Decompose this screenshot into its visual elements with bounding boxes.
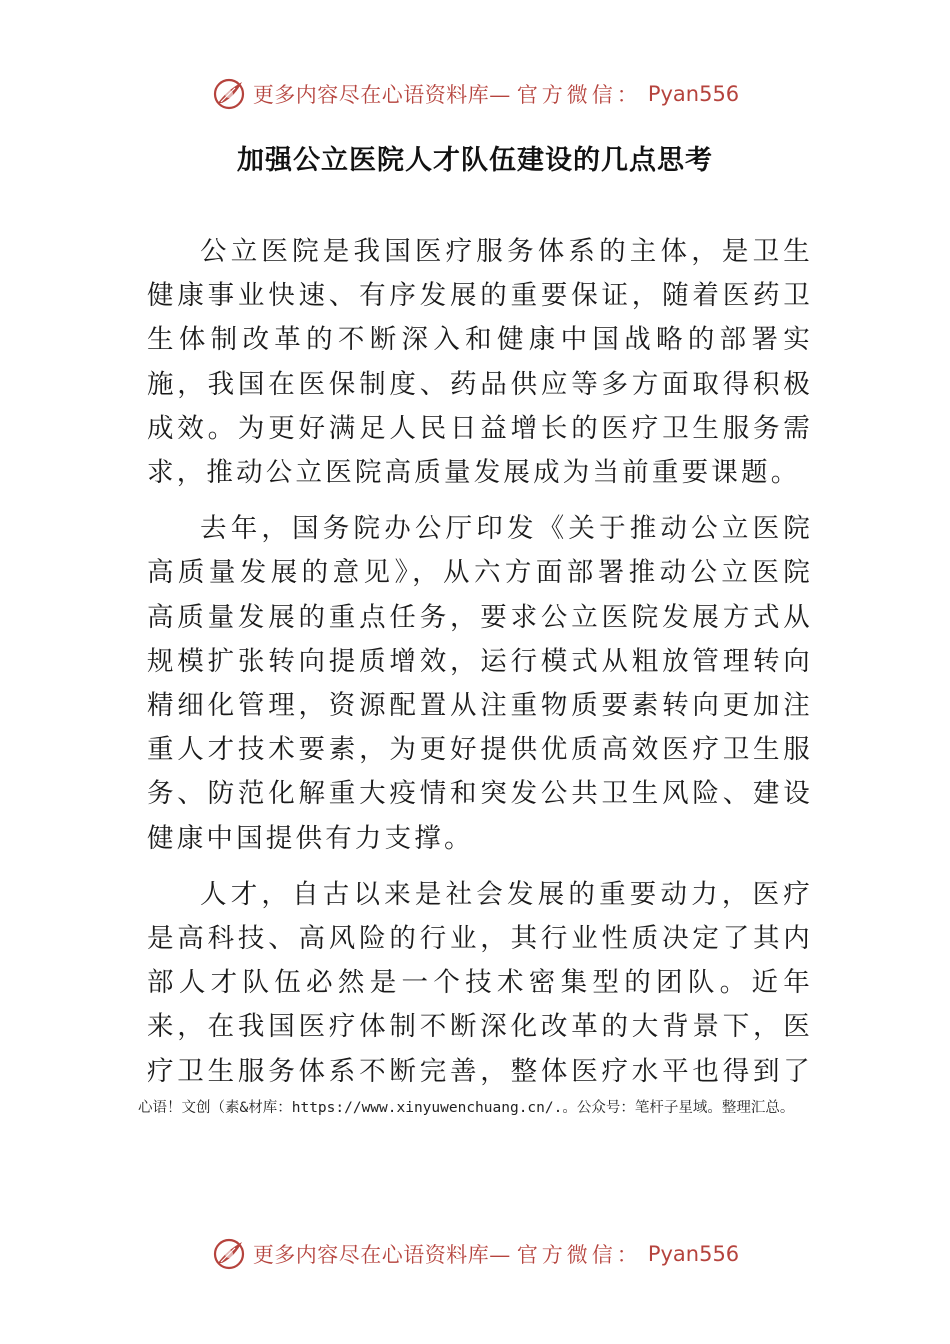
paragraph-3: 人才，自古以来是社会发展的重要动力，医疗是高科技、高风险的行业，其行业性质决定了其内部人才队伍必然是一个技术密集型的团队。近年来，在我国医疗体制不断深化改革的大背景下，医疗卫生服务体系不断完善，整体医疗水平也得到了 <box>147 878 813 1087</box>
header-banner-text: 更多内容尽在心语资料库— <box>252 83 511 107</box>
paragraph-1: 公立医院是我国医疗服务体系的主体，是卫生健康事业快速、有序发展的重要保证，随着医药卫生体制改革的不断深入和健康中国战略的部署实施，我国在医保制度、药品供应等多方面取得积极成效。为更好满足人民日益增长的医疗卫生服务需求，推动公立医院高质量发展成为当前重要课题。 <box>147 236 813 489</box>
header-banner <box>0 74 950 114</box>
footer-wechat-label: 官方微信： <box>516 1243 642 1267</box>
header-wechat-label: 官方微信： <box>516 83 642 107</box>
footer-banner <box>0 1234 950 1274</box>
quill-pen-logo-icon <box>211 76 247 112</box>
footnote: 心语！文创（素&材库：https://www.xinyuwenchuang.cn/.。公众号：笔杆子星域。整理汇总。 <box>138 1100 795 1116</box>
footer-wechat-id: Pyan556 <box>647 1242 740 1266</box>
footer-banner-text: 更多内容尽在心语资料库— <box>252 1243 511 1267</box>
footer-banner-content <box>211 1236 739 1272</box>
paragraph-2: 去年，国务院办公厅印发《关于推动公立医院高质量发展的意见》，从六方面部署推动公立医院高质量发展的重点任务，要求公立医院发展方式从规模扩张转向提质增效，运行模式从粗放管理转向精细化管理，资源配置从注重物质要素转向更加注重人才技术要素，为更好提供优质高效医疗卫生服务、防范化解重大疫情和突发公共卫生风险、建设健康中国提供有力支撑。 <box>147 513 813 854</box>
header-wechat-id: Pyan556 <box>647 82 740 106</box>
quill-pen-logo-icon <box>211 1236 247 1272</box>
header-banner-content <box>211 76 739 112</box>
document-body <box>147 230 813 1088</box>
document-title: 加强公立医院人才队伍建设的几点思考 <box>237 145 713 176</box>
